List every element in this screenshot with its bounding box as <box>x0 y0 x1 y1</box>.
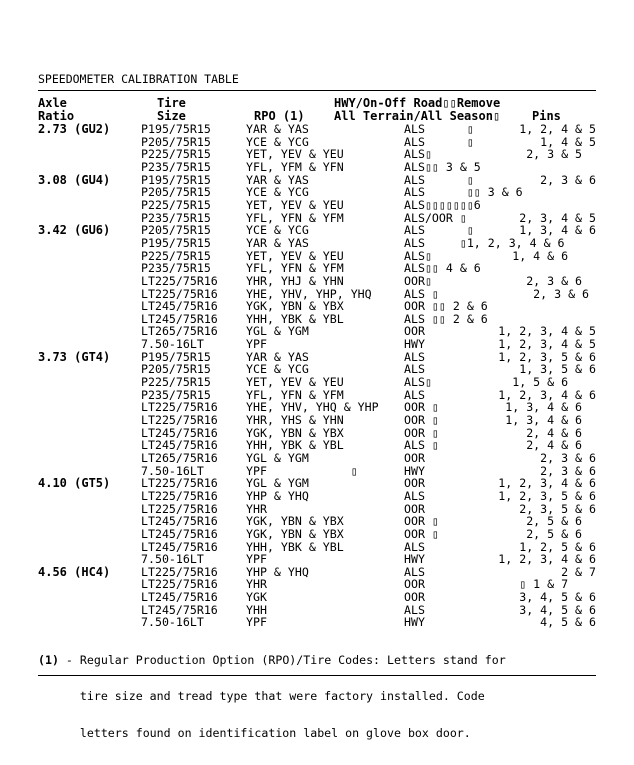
tire-size-cell: LT245/75R16 <box>141 514 218 529</box>
hwy-terrain-cell: ALS ▯ <box>404 438 439 453</box>
rpo-cell: YHP & YHQ <box>246 488 309 503</box>
pins-cell: 2, 3 & 6 <box>533 286 596 301</box>
pins-cell: 3, 4, 5 & 6 <box>519 602 596 617</box>
tire-size-cell: LT225/75R16 <box>141 412 218 427</box>
header-axle <box>38 97 74 122</box>
tire-size-cell: P235/75R15 <box>141 387 211 402</box>
hwy-terrain-cell: ALS ▯ <box>404 223 474 238</box>
hwy-terrain-cell: HWY <box>404 552 425 567</box>
rpo-cell: YAR & YAS <box>246 172 309 187</box>
header-axle-line2: Ratio <box>38 108 75 123</box>
table-row <box>0 338 634 351</box>
rpo-cell: YHH, YBK & YBL <box>246 311 344 326</box>
hwy-terrain-cell: ALS▯▯▯▯▯▯▯6 <box>404 197 481 212</box>
pins-cell: 2, 3 & 6 <box>540 450 596 465</box>
pins-cell: 2, 3, 5 & 6 <box>519 501 596 516</box>
axle-ratio-cell: 3.08 (GU4) <box>38 172 111 187</box>
footnote-line-1 <box>38 654 598 666</box>
hwy-terrain-cell: OOR <box>404 590 425 604</box>
pins-cell: 2, 4 & 6 <box>526 425 596 440</box>
footnote-marker: (1) <box>38 652 59 667</box>
rpo-cell: YHR <box>246 577 267 592</box>
pins-cell: 1, 2, 3, 5 & 6 <box>498 488 596 503</box>
hwy-terrain-cell: ALS▯▯ 3 & 5 <box>404 159 481 174</box>
table-row <box>0 490 634 503</box>
tire-size-cell: P195/75R15 <box>141 172 211 187</box>
hwy-terrain-cell: ALS/OOR ▯ <box>404 210 467 225</box>
pins-cell: 1, 2, 4 & 5 <box>519 122 596 136</box>
table-row <box>0 427 634 440</box>
footnote-line-3: letters found on identification label on glove box door. <box>38 726 471 741</box>
rpo-cell: YFL, YFN & YFM <box>246 387 344 402</box>
hwy-terrain-cell: OOR ▯ <box>404 400 439 415</box>
hwy-terrain-cell: ALS▯ <box>404 248 432 263</box>
hwy-terrain-cell: ALS <box>404 602 425 617</box>
pins-cell: 1, 2, 3, 4 & 6 <box>498 476 596 491</box>
header-hwy-line2: All Terrain/All Season▯ <box>334 108 501 123</box>
pins-cell: 1, 3, 5 & 6 <box>519 362 596 377</box>
tire-size-cell: LT225/75R16 <box>141 564 218 579</box>
pins-cell: 1, 3, 4 & 6 <box>505 412 596 427</box>
header-tire-line1: Tire <box>157 96 186 110</box>
table-row <box>0 148 634 161</box>
rpo-cell: YGL & YGM <box>246 450 309 465</box>
table-row <box>0 351 634 364</box>
tire-size-cell: P205/75R15 <box>141 223 211 238</box>
pins-cell: 2, 5 & 6 <box>526 514 596 529</box>
rpo-cell: YFL, YFN & YFM <box>246 261 344 276</box>
rpo-cell: YPF <box>246 615 267 630</box>
pins-cell: 1, 3, 4 & 6 <box>505 400 596 415</box>
pins-cell: 2, 3, 4 & 5 <box>519 210 596 225</box>
tire-size-cell: P195/75R15 <box>141 349 211 364</box>
tire-size-cell: LT225/75R16 <box>141 476 218 491</box>
header-hwy <box>334 97 500 122</box>
rpo-cell: YHR <box>246 501 267 516</box>
footnote <box>38 629 598 764</box>
axle-ratio-cell: 2.73 (GU2) <box>38 122 111 136</box>
tire-size-cell: P195/75R15 <box>141 122 211 136</box>
pins-cell: 2, 3 & 6 <box>540 172 596 187</box>
hwy-terrain-cell: ALS ▯▯ 2 & 6 <box>404 311 488 326</box>
pins-cell: 2, 3 & 6 <box>540 463 596 478</box>
table-row <box>0 452 634 465</box>
table-row <box>0 528 634 541</box>
rpo-cell: YET, YEV & YEU <box>246 375 344 389</box>
pins-cell: 2 & 7 <box>561 564 596 579</box>
table-row <box>0 591 634 604</box>
tire-size-cell: 7.50-16LT <box>141 615 204 630</box>
top-rule <box>38 90 596 91</box>
hwy-terrain-cell: ALS <box>404 349 425 364</box>
hwy-terrain-cell: HWY <box>404 463 425 478</box>
rpo-cell: YPF ▯ <box>246 463 358 478</box>
hwy-terrain-cell: ALS <box>404 362 425 377</box>
rpo-cell: YGK, YBN & YBX <box>246 526 344 541</box>
header-tire-line2: Size <box>157 108 186 123</box>
table-row <box>0 414 634 427</box>
header-axle-line1: Axle <box>38 96 67 110</box>
tire-size-cell: LT245/75R16 <box>141 602 218 617</box>
rpo-cell: YGK, YBN & YBX <box>246 425 344 440</box>
tire-size-cell: P195/75R15 <box>141 235 211 250</box>
bottom-rule <box>38 675 596 676</box>
rpo-cell: YHE, YHV, YHQ & YHP <box>246 400 379 415</box>
rpo-cell: YHH <box>246 602 267 617</box>
tire-size-cell: LT245/75R16 <box>141 299 218 314</box>
rpo-cell: YGK <box>246 590 267 604</box>
hwy-terrain-cell: OOR <box>404 450 425 465</box>
tire-size-cell: LT245/75R16 <box>141 590 218 604</box>
rpo-cell: YCE & YCG <box>246 223 309 238</box>
tire-size-cell: LT265/75R16 <box>141 450 218 465</box>
table-row <box>0 553 634 566</box>
rpo-cell: YCE & YCG <box>246 185 309 200</box>
tire-size-cell: LT225/75R16 <box>141 400 218 415</box>
rpo-cell: YPF <box>246 337 267 352</box>
hwy-terrain-cell: OOR <box>404 476 425 491</box>
table-row <box>0 262 634 275</box>
hwy-terrain-cell: ALS▯▯ 4 & 6 <box>404 261 481 276</box>
rpo-cell: YHR, YHJ & YHN <box>246 273 344 288</box>
tire-size-cell: P205/75R15 <box>141 185 211 200</box>
rpo-cell: YHR, YHS & YHN <box>246 412 344 427</box>
hwy-terrain-cell: ALS ▯ <box>404 286 439 301</box>
table-row <box>0 477 634 490</box>
pins-cell: ▯ 1 & 7 <box>519 577 596 592</box>
table-row <box>0 161 634 174</box>
pins-cell: 1, 2, 3, 4 & 5 <box>498 324 596 339</box>
tire-size-cell: LT225/75R16 <box>141 501 218 516</box>
pins-cell: 3, 4, 5 & 6 <box>519 590 596 604</box>
hwy-terrain-cell: OOR <box>404 577 425 592</box>
rpo-cell: YET, YEV & YEU <box>246 248 344 263</box>
pins-cell: 1, 4 & 6 <box>512 248 596 263</box>
rpo-cell: YAR & YAS <box>246 349 309 364</box>
table-row <box>0 186 634 199</box>
axle-ratio-cell: 3.42 (GU6) <box>38 223 111 238</box>
rpo-cell: YHE, YHV, YHP, YHQ <box>246 286 372 301</box>
rpo-cell: YPF <box>246 552 267 567</box>
rpo-cell: YAR & YAS <box>246 235 309 250</box>
hwy-terrain-cell: ALS▯ <box>404 375 432 389</box>
hwy-terrain-cell: ALS▯ <box>404 147 432 162</box>
pins-cell: 2, 4 & 6 <box>526 438 596 453</box>
header-pins: Pins <box>532 109 561 123</box>
rpo-cell: YGL & YGM <box>246 476 309 491</box>
pins-cell: 2, 3 & 5 <box>526 147 596 162</box>
pins-cell: 4, 5 & 6 <box>540 615 596 630</box>
table-row <box>0 401 634 414</box>
tire-size-cell: LT245/75R16 <box>141 539 218 554</box>
pins-cell: 1, 3, 4 & 6 <box>519 223 596 238</box>
pins-cell: 1, 2, 5 & 6 <box>519 539 596 554</box>
table-row <box>0 325 634 338</box>
hwy-terrain-cell: ALS ▯ <box>404 172 474 187</box>
table-row <box>0 237 634 250</box>
hwy-terrain-cell: ALS ▯ <box>404 134 474 149</box>
tire-size-cell: P235/75R15 <box>141 159 211 174</box>
header-tire <box>157 97 186 122</box>
rpo-cell: YFL, YFM & YFN <box>246 159 344 174</box>
table-row <box>0 224 634 237</box>
table-row <box>0 616 634 629</box>
hwy-terrain-cell: OOR ▯ <box>404 514 439 529</box>
header-rpo: RPO (1) <box>254 109 305 123</box>
pins-cell: 1, 5 & 6 <box>512 375 596 389</box>
tire-size-cell: LT225/75R16 <box>141 488 218 503</box>
table-row <box>0 604 634 617</box>
table-row <box>0 275 634 288</box>
rpo-cell: YGL & YGM <box>246 324 309 339</box>
tire-size-cell: P225/75R15 <box>141 147 211 162</box>
footnote-line-2: tire size and tread type that were factory installed. Code <box>38 689 485 704</box>
rpo-cell: YHP & YHQ <box>246 564 309 579</box>
header-hwy-line1: HWY/On-Off Road▯▯Remove <box>334 96 501 110</box>
hwy-terrain-cell: OOR ▯ <box>404 425 439 440</box>
footnote-text-1: - Regular Production Option (RPO)/Tire Codes: Letters stand for <box>58 652 506 667</box>
tire-size-cell: LT225/75R16 <box>141 286 218 301</box>
rpo-cell: YCE & YCG <box>246 362 309 377</box>
tire-size-cell: 7.50-16LT <box>141 552 204 567</box>
tire-size-cell: P235/75R15 <box>141 261 211 276</box>
tire-size-cell: LT245/75R16 <box>141 438 218 453</box>
page-title: SPEEDOMETER CALIBRATION TABLE <box>38 72 239 86</box>
rpo-cell: YCE & YCG <box>246 134 309 149</box>
hwy-terrain-cell: HWY <box>404 615 425 630</box>
hwy-terrain-cell: ALS ▯▯ 3 & 6 <box>404 185 523 200</box>
tire-size-cell: P225/75R15 <box>141 197 211 212</box>
hwy-terrain-cell: OOR <box>404 501 425 516</box>
table-row <box>0 439 634 452</box>
rpo-cell: YGK, YBN & YBX <box>246 514 344 529</box>
hwy-terrain-cell: OOR▯ <box>404 273 432 288</box>
hwy-terrain-cell: HWY <box>404 337 425 352</box>
tire-size-cell: P235/75R15 <box>141 210 211 225</box>
table-row <box>0 300 634 313</box>
tire-size-cell: LT265/75R16 <box>141 324 218 339</box>
hwy-terrain-cell: OOR ▯▯ 2 & 6 <box>404 299 488 314</box>
rpo-cell: YGK, YBN & YBX <box>246 299 344 314</box>
pins-cell: 1, 2, 3, 5 & 6 <box>498 349 596 364</box>
table-row <box>0 515 634 528</box>
hwy-terrain-cell: ALS ▯1, 2, 3, 4 & 6 <box>404 235 565 250</box>
rpo-cell: YET, YEV & YEU <box>246 147 344 162</box>
axle-ratio-cell: 3.73 (GT4) <box>38 349 111 364</box>
tire-size-cell: LT225/75R16 <box>141 577 218 592</box>
pins-cell: 1, 2, 3, 4 & 6 <box>498 552 596 567</box>
tire-size-cell: LT245/75R16 <box>141 425 218 440</box>
table-row <box>0 123 634 136</box>
tire-size-cell: LT225/75R16 <box>141 273 218 288</box>
hwy-terrain-cell: ALS <box>404 387 425 402</box>
pins-cell: 1, 2, 3, 4 & 6 <box>498 387 596 402</box>
table-row <box>0 376 634 389</box>
axle-ratio-cell: 4.10 (GT5) <box>38 476 111 491</box>
tire-size-cell: LT245/75R16 <box>141 311 218 326</box>
hwy-terrain-cell: ALS <box>404 539 425 554</box>
hwy-terrain-cell: ALS ▯ <box>404 122 474 136</box>
pins-cell: 2, 3 & 6 <box>526 273 596 288</box>
hwy-terrain-cell: OOR ▯ <box>404 412 439 427</box>
pins-cell: 1, 2, 3, 4 & 5 <box>498 337 596 352</box>
pins-cell: 1, 4 & 5 <box>540 134 596 149</box>
tire-size-cell: P205/75R15 <box>141 134 211 149</box>
table-row <box>0 199 634 212</box>
tire-size-cell: P205/75R15 <box>141 362 211 377</box>
table-row <box>0 174 634 187</box>
tire-size-cell: LT245/75R16 <box>141 526 218 541</box>
hwy-terrain-cell: ALS <box>404 488 425 503</box>
rpo-cell: YHH, YBK & YBL <box>246 539 344 554</box>
tire-size-cell: P225/75R15 <box>141 375 211 389</box>
hwy-terrain-cell: OOR ▯ <box>404 526 439 541</box>
axle-ratio-cell: 4.56 (HC4) <box>38 564 111 579</box>
rpo-cell: YET, YEV & YEU <box>246 197 344 212</box>
pins-cell: 2, 5 & 6 <box>526 526 596 541</box>
tire-size-cell: 7.50-16LT <box>141 337 204 352</box>
rpo-cell: YAR & YAS <box>246 122 309 136</box>
rpo-cell: YFL, YFN & YFM <box>246 210 344 225</box>
hwy-terrain-cell: ALS <box>404 564 425 579</box>
rpo-cell: YHH, YBK & YBL <box>246 438 344 453</box>
tire-size-cell: 7.50-16LT <box>141 463 204 478</box>
hwy-terrain-cell: OOR <box>404 324 425 339</box>
tire-size-cell: P225/75R15 <box>141 248 211 263</box>
